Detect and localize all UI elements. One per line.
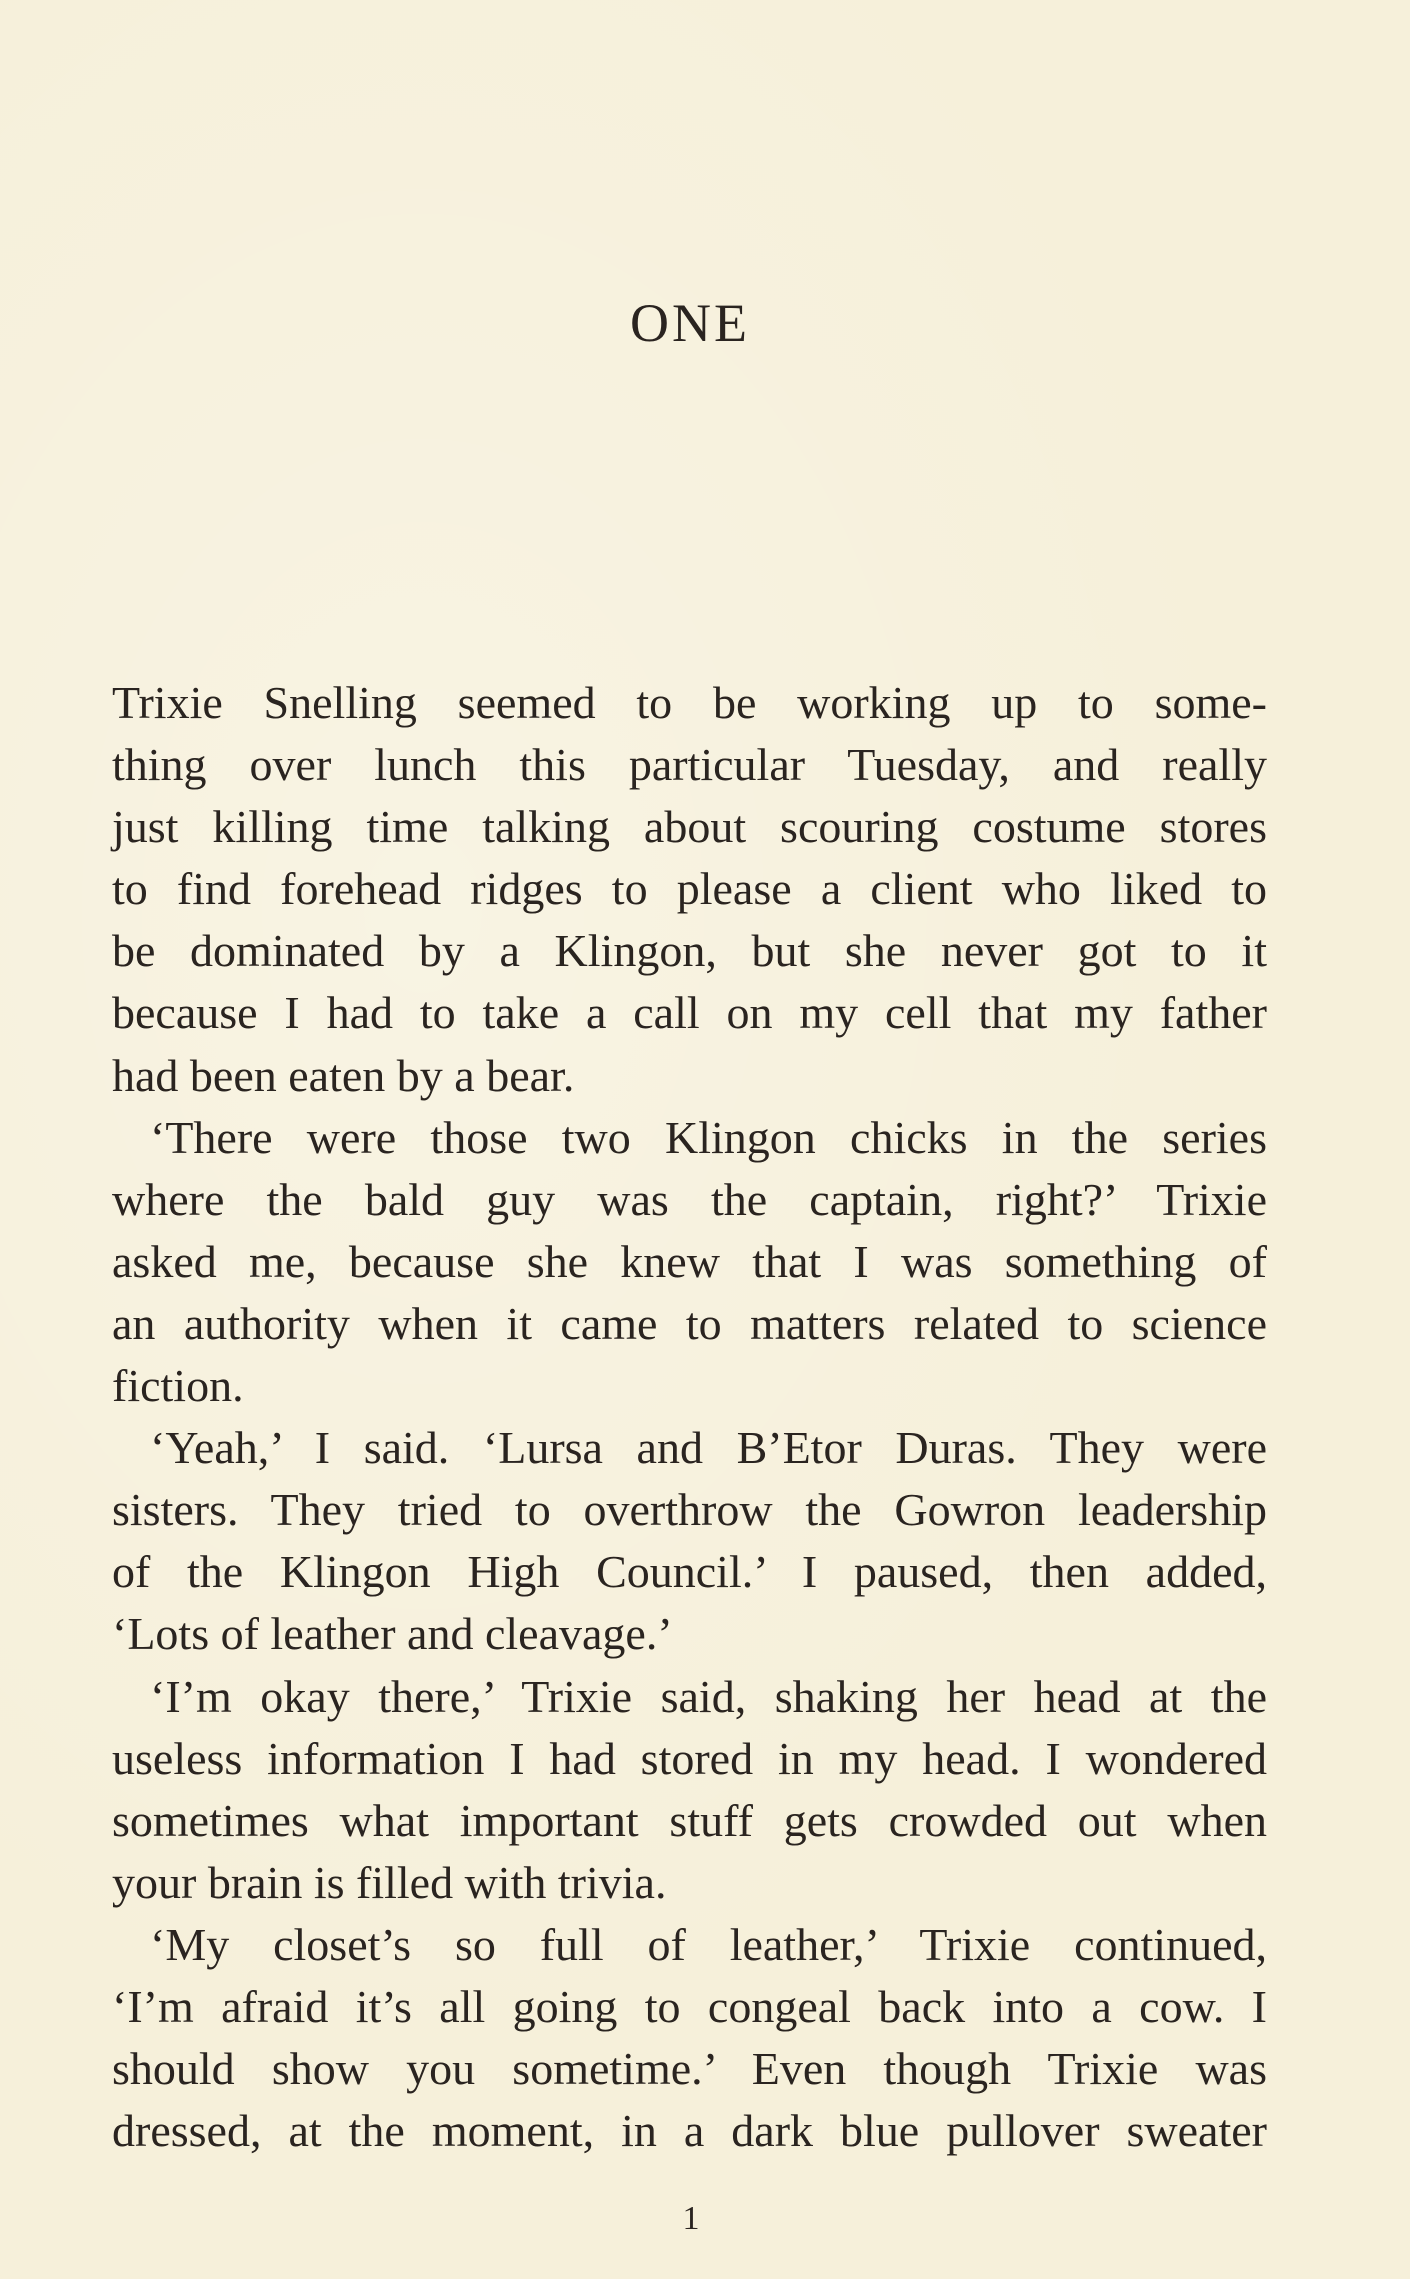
page-number: 1: [682, 2200, 700, 2237]
text-line: of the Klingon High Council.’ I paused, then added,: [112, 1546, 1267, 1598]
paragraph: [112, 1107, 1267, 1417]
text-line: ‘My closet’s so full of leather,’ Trixie continued,: [150, 1918, 1267, 1970]
text-line: had been eaten by a bear.: [112, 1049, 575, 1101]
text-line: ‘Yeah,’ I said. ‘Lursa and B’Etor Duras. They were: [150, 1422, 1267, 1474]
text-line: dressed, at the moment, in a dark blue pullover sweater: [112, 2105, 1267, 2157]
text-line: should show you sometime.’ Even though Trixie was: [112, 2043, 1267, 2095]
paragraph: [112, 1417, 1267, 1665]
text-line: asked me, because she knew that I was something of: [112, 1235, 1267, 1287]
text-line: thing over lunch this particular Tuesday, and really: [112, 739, 1267, 791]
text-line: to find forehead ridges to please a client who liked to: [112, 863, 1267, 915]
paragraph: [112, 1666, 1267, 1914]
text-line: your brain is filled with trivia.: [112, 1856, 667, 1908]
text-line: because I had to take a call on my cell that my father: [112, 987, 1267, 1039]
text-line: just killing time talking about scouring costume stores: [112, 801, 1267, 853]
chapter-body: [112, 672, 1267, 2162]
paragraph: [112, 672, 1267, 1107]
text-line: sometimes what important stuff gets crowded out when: [112, 1794, 1267, 1846]
text-line: ‘Lots of leather and cleavage.’: [112, 1608, 673, 1660]
text-line: ‘I’m afraid it’s all going to congeal back into a cow. I: [112, 1980, 1267, 2032]
text-line: sisters. They tried to overthrow the Gowron leadership: [112, 1484, 1267, 1536]
text-line: useless information I had stored in my head. I wondered: [112, 1732, 1267, 1784]
chapter-title: ONE: [630, 293, 750, 353]
paragraph: [112, 1914, 1267, 2162]
text-line: fiction.: [112, 1360, 244, 1412]
text-line: Trixie Snelling seemed to be working up to some-: [112, 677, 1267, 728]
text-line: be dominated by a Klingon, but she never got to it: [112, 925, 1267, 977]
text-line: ‘There were those two Klingon chicks in the series: [150, 1111, 1267, 1163]
text-line: an authority when it came to matters related to science: [112, 1297, 1267, 1349]
text-line: where the bald guy was the captain, right?’ Trixie: [112, 1173, 1267, 1225]
text-line: ‘I’m okay there,’ Trixie said, shaking her head at the: [150, 1670, 1267, 1722]
